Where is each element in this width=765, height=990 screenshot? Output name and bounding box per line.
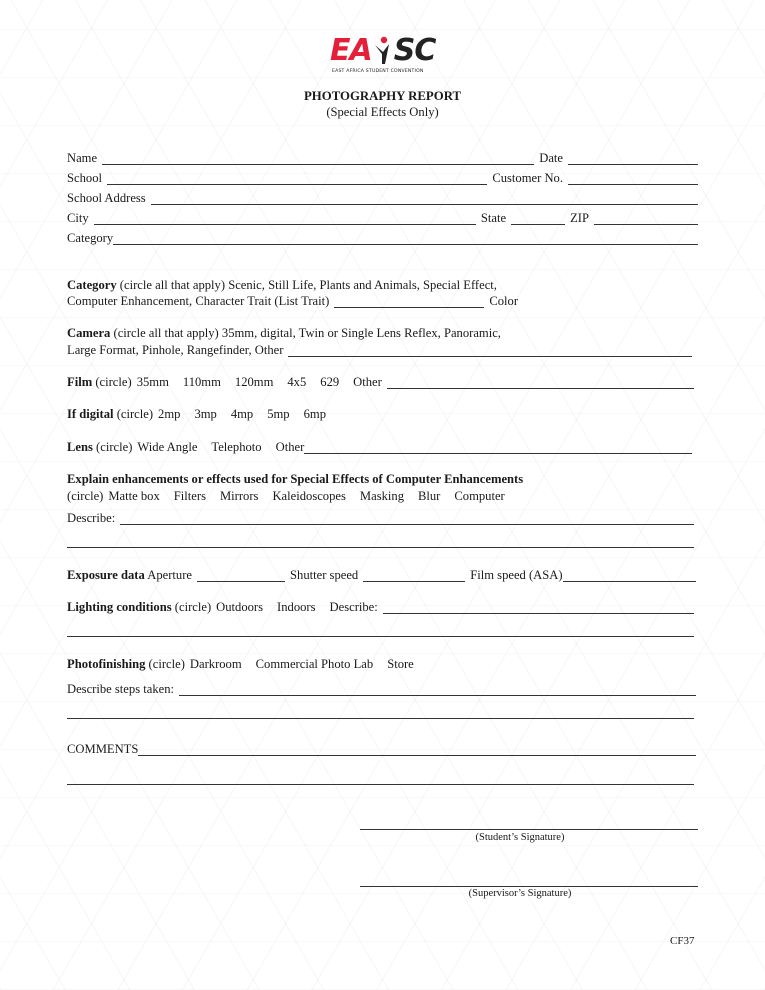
state-label: State: [480, 211, 507, 225]
film-speed-field[interactable]: [563, 569, 696, 582]
enh-option-blur[interactable]: Blur: [417, 489, 441, 503]
film-option-110mm[interactable]: 110mm: [182, 375, 221, 389]
camera-section-text1: (circle all that apply) 35mm, digital, Twin or Single Lens Reflex, Panoramic,: [110, 326, 501, 340]
pf-option-store[interactable]: Store: [387, 657, 414, 671]
film-speed-label: Film speed (ASA): [470, 568, 563, 582]
enh-option-kaleidoscopes[interactable]: Kaleidoscopes: [272, 489, 346, 503]
lighting-option-indoors[interactable]: Indoors: [277, 600, 316, 614]
customer-no-field[interactable]: [568, 172, 698, 185]
lens-option-other[interactable]: Other: [275, 440, 305, 454]
category-section-text1: (circle all that apply) Scenic, Still Life, Plants and Animals, Special Effect,: [116, 278, 497, 292]
page-title: PHOTOGRAPHY REPORT: [303, 89, 462, 103]
name-field[interactable]: [102, 152, 534, 165]
enhancements-options-row: [67, 489, 505, 503]
category-section-text2: Computer Enhancement, Character Trait (List Trait): [67, 294, 330, 308]
steps-label: Describe steps taken:: [67, 682, 175, 696]
lens-circle: (circle): [92, 440, 133, 454]
lens-row: [67, 440, 692, 454]
category-section-line1: [67, 278, 497, 292]
enh-option-computer[interactable]: Computer: [454, 489, 505, 503]
camera-other-field[interactable]: [288, 344, 692, 357]
supervisor-signature-label: (Supervisor’s Signature): [468, 888, 572, 899]
lighting-circle: (circle): [171, 600, 212, 614]
enhancements-describe-field[interactable]: [120, 512, 694, 525]
shutter-speed-label: Shutter speed: [290, 568, 359, 582]
zip-label: ZIP: [570, 211, 589, 225]
state-field[interactable]: [511, 212, 565, 225]
logo-subtitle: EAST AFRICA STUDENT CONVENTION: [332, 69, 424, 74]
film-option-120mm[interactable]: 120mm: [234, 375, 274, 389]
comments-row: [67, 742, 696, 756]
camera-section-line1: [67, 326, 501, 340]
photofinishing-circle: (circle): [145, 657, 185, 671]
customer-no-label: Customer No.: [492, 171, 563, 185]
enhancements-label: Explain enhancements or effects used for Special Effects of Computer Enhancements: [67, 472, 524, 486]
supervisor-signature-line[interactable]: [360, 886, 698, 887]
page-subtitle: (Special Effects Only): [326, 105, 439, 119]
lighting-option-outdoors[interactable]: Outdoors: [216, 600, 264, 614]
school-address-label: School Address: [67, 191, 146, 205]
photofinishing-row: [67, 657, 414, 671]
aperture-label: Aperture: [144, 568, 193, 582]
enh-option-filters[interactable]: Filters: [173, 489, 206, 503]
enhancements-describe-label: Describe:: [67, 511, 116, 525]
logo-part-sc: SC: [393, 33, 436, 68]
lighting-describe-field[interactable]: [383, 601, 694, 614]
film-row: [67, 375, 694, 389]
digital-option-4mp[interactable]: 4mp: [230, 407, 254, 421]
date-label: Date: [539, 151, 563, 165]
logo-wordmark: [330, 34, 435, 68]
lighting-label: Lighting conditions: [67, 600, 172, 614]
exposure-label: Exposure data: [67, 568, 145, 582]
school-label: School: [67, 171, 102, 185]
digital-option-5mp[interactable]: 5mp: [267, 407, 290, 421]
category-label: Category: [67, 231, 114, 245]
film-option-35mm[interactable]: 35mm: [136, 375, 169, 389]
category-section-line2: [67, 294, 544, 308]
eascs-logo: [330, 34, 440, 80]
date-field[interactable]: [568, 152, 698, 165]
aperture-field[interactable]: [197, 569, 285, 582]
city-label: City: [67, 211, 89, 225]
enhancements-circle: (circle): [67, 489, 104, 503]
comments-field[interactable]: [138, 743, 696, 756]
school-address-row: [67, 191, 698, 205]
enh-option-masking[interactable]: Masking: [359, 489, 404, 503]
lighting-describe-label: Describe:: [329, 600, 378, 614]
film-label: Film: [67, 375, 93, 389]
enhancements-describe-line2[interactable]: [67, 547, 694, 548]
logo-figure-icon: [373, 34, 393, 64]
student-signature-label: (Student’s Signature): [475, 832, 565, 843]
enh-option-mirrors[interactable]: Mirrors: [219, 489, 259, 503]
lens-option-telephoto[interactable]: Telephoto: [211, 440, 262, 454]
color-label: Color: [489, 294, 519, 308]
category-section-label: Category: [67, 278, 117, 292]
student-signature-line[interactable]: [360, 829, 698, 830]
zip-field[interactable]: [594, 212, 698, 225]
digital-option-6mp[interactable]: 6mp: [303, 407, 326, 421]
photofinishing-label: Photofinishing: [67, 657, 146, 671]
steps-line2[interactable]: [67, 718, 694, 719]
lens-other-field[interactable]: [304, 441, 692, 454]
enh-option-matte-box[interactable]: Matte box: [108, 489, 160, 503]
camera-section-line2: [67, 343, 692, 357]
enhancements-heading-row: [67, 472, 523, 486]
category-row: [67, 231, 698, 245]
exposure-row: [67, 568, 696, 582]
city-field[interactable]: [94, 212, 476, 225]
digital-circle: (circle): [113, 407, 154, 421]
category-field[interactable]: [113, 232, 698, 245]
steps-field[interactable]: [179, 683, 696, 696]
digital-label: If digital: [67, 407, 114, 421]
enhancements-describe-row: [67, 511, 694, 525]
digital-row: [67, 407, 326, 421]
school-field[interactable]: [107, 172, 487, 185]
camera-section-label: Camera: [67, 326, 111, 340]
film-option-4x5[interactable]: 4x5: [287, 375, 307, 389]
steps-row: [67, 682, 696, 696]
pf-option-commercial-lab[interactable]: Commercial Photo Lab: [255, 657, 374, 671]
film-other-field[interactable]: [387, 376, 694, 389]
digital-option-2mp[interactable]: 2mp: [158, 407, 181, 421]
film-option-other[interactable]: Other: [353, 375, 382, 389]
comments-line2[interactable]: [67, 784, 694, 785]
school-address-field[interactable]: [151, 192, 698, 205]
comments-label: COMMENTS: [67, 742, 139, 756]
shutter-speed-field[interactable]: [363, 569, 465, 582]
form-code: CF37: [670, 935, 695, 947]
lens-option-wide-angle[interactable]: Wide Angle: [137, 440, 198, 454]
city-state-zip-row: [67, 211, 698, 225]
lighting-row: [67, 600, 694, 614]
lens-label: Lens: [67, 440, 93, 454]
film-option-629[interactable]: 629: [320, 375, 340, 389]
trait-field[interactable]: [334, 295, 484, 308]
camera-section-text2: Large Format, Pinhole, Rangefinder, Other: [67, 343, 284, 357]
film-circle: (circle): [92, 375, 132, 389]
name-label: Name: [67, 151, 98, 165]
logo-part-ea: EA: [330, 33, 372, 68]
name-date-row: [67, 151, 698, 165]
school-row: [67, 171, 698, 185]
lighting-describe-line2[interactable]: [67, 636, 694, 637]
pf-option-darkroom[interactable]: Darkroom: [189, 657, 242, 671]
digital-option-3mp[interactable]: 3mp: [194, 407, 217, 421]
